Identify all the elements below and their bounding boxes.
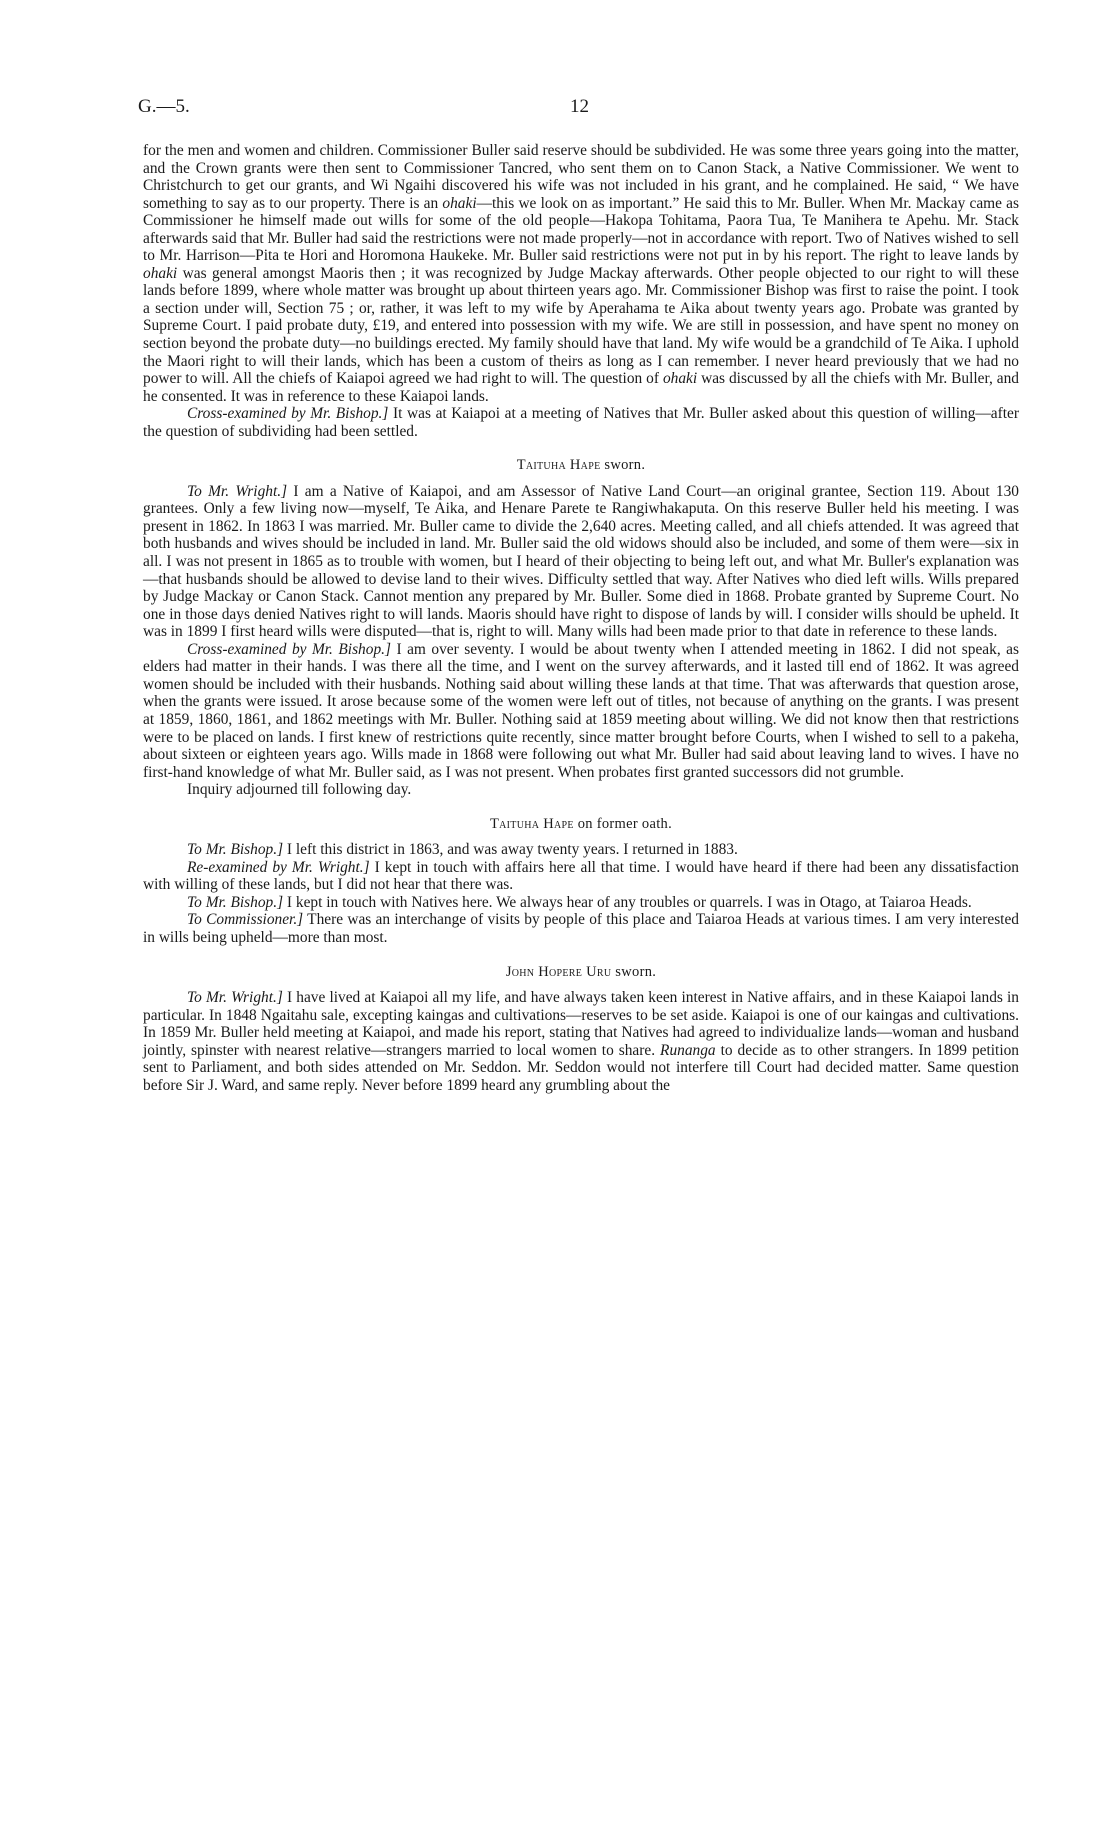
- paragraph: Re-examined by Mr. Wright.] I kept in touch with affairs here all that time. I would have heard if there had been any dissatisfaction with willing of these lands, but I did not hear that there was.: [143, 858, 1019, 894]
- section-heading: John Hopere Uru sworn.: [505, 963, 657, 980]
- page-reference: G.—5.: [138, 96, 190, 117]
- paragraph: To Mr. Wright.] I am a Native of Kaiapoi, and am Assessor of Native Land Court—an original grantee, Section 119. About 130 grantees. Only a few living now—myself, Te Aika, and Henare Parete te Rangiwhakaputa. On this reserve Buller held his meeting. I was present in 1862. In 1863 I was married. Mr. Buller came to divide the 2,640 acres. Meeting called, and all chiefs attended. It was agreed that both husbands and wives should be included in land. Mr. Buller said the old widows should also be included, and some of them were—six in all. I was not present in 1865 as to trouble with women, but I heard of their objecting to being left out, and what Mr. Buller's explanation was—that husbands should be allowed to devise land to their wives. Difficulty settled that way. After Natives who died left wills. Wills prepared by Judge Mackay or Canon Stack. Cannot mention any prepared by Mr. Buller. Some died in 1868. Probate granted by Supreme Court. No one in those days denied Natives right to will lands. Maoris should have right to dispose of lands by will. I consider wills should be upheld. It was in 1899 I first heard wills were disputed—that is, right to will. Many wills had been made prior to that date in reference to these lands.: [143, 482, 1019, 641]
- section-heading: Taituha Hape on former oath.: [490, 815, 672, 832]
- paragraph: To Mr. Wright.] I have lived at Kaiapoi all my life, and have always taken keen interest in Native affairs, and in these Kaiapoi lands in particular. In 1848 Ngaitahu sale, excepting kaingas and cultivations—reserves to be set aside. Kaiapoi is one of our kaingas and cultivations. In 1859 Mr. Buller held meeting at Kaiapoi, and made his report, stating that Natives had agreed to individualize lands—woman and husband jointly, spinster with nearest relative—strangers married to local women to share. Runanga to decide as to other strangers. In 1899 petition sent to Parliament, and both sides attended on Mr. Seddon. Mr. Seddon would not interfere till Court had decided matter. Same question before Sir J. Ward, and same reply. Never before 1899 heard any grumbling about the: [143, 989, 1019, 1094]
- section-heading: Taituha Hape sworn.: [516, 457, 646, 474]
- body-text: [143, 142, 1019, 1094]
- paragraph: Cross-examined by Mr. Bishop.] I am over seventy. I would be about twenty when I attended meeting in 1862. I did not speak, as elders had matter in their hands. I was there all the time, and I went on the survey afterwards, and it lasted till end of 1862. It was agreed women should be included with their husbands. Nothing said about willing these lands at that time. That was afterwards that question arose, when the grants were issued. It arose because some of the women were left out of titles, not because of anything on the grants. I was present at 1859, 1860, 1861, and 1862 meetings with Mr. Buller. Nothing said at 1859 meeting about willing. We did not know then that restrictions were to be placed on lands. I first knew of restrictions quite recently, since matter brought before Courts, when I wished to sell to a pakeha, about sixteen or eighteen years ago. Wills made in 1868 were following out what Mr. Buller had said about leaving land to wives. I have no first-hand knowledge of what Mr. Buller said, as I was not present. When probates first granted successors did not grumble.: [143, 640, 1019, 781]
- paragraph: To Mr. Bishop.] I kept in touch with Natives here. We always hear of any troubles or quarrels. I was in Otago, at Taiaroa Heads.: [187, 893, 972, 911]
- paragraph: To Commissioner.] There was an interchange of visits by people of this place and Taiaroa Heads at various times. I am very interested in wills being upheld—more than most.: [143, 911, 1019, 946]
- paragraph: Inquiry adjourned till following day.: [187, 781, 412, 799]
- paragraph: Cross-examined by Mr. Bishop.] It was at Kaiapoi at a meeting of Natives that Mr. Buller asked about this question of willing—after the question of subdividing had been settled.: [143, 405, 1019, 440]
- page-number: 12: [570, 96, 589, 117]
- paragraph: for the men and women and children. Commissioner Buller said reserve should be subdivided. He was some three years going into the matter, and the Crown grants were then sent to Commissioner Tancred, who sent them on to Canon Stack, a Native Commissioner. We went to Christchurch to get our grants, and Wi Ngaihi discovered his wife was not included in his grant, and he complained. He said, “ We have something to say as to our property. There is an ohaki—this we look on as important.” He said this to Mr. Buller. When Mr. Mackay came as Commissioner he himself made out wills for some of the old people—Hakopa Tohitama, Paora Tua, Te Manihera te Apehu. Mr. Stack afterwards said that Mr. Buller had said the restrictions were not made properly—not in accordance with report. Two of Natives wished to sell to Mr. Harrison—Pita te Hori and Horomona Haukeke. Mr. Buller said restrictions were not put in by his report. The right to leave lands by ohaki was general amongst Maoris then ; it was recognized by Judge Mackay afterwards. Other people objected to our right to will these lands before 1899, where whole matter was brought up about thirteen years ago. Mr. Commissioner Bishop was first to raise the point. I took a section under will, Section 75 ; or, rather, it was left to my wife by Aperahama te Aika about twenty years ago. Probate was granted by Supreme Court. I paid probate duty, £19, and entered into possession with my wife. We are still in possession, and have spent no money on section beyond the probate duty—no buildings erected. My family should have that land. My wife would be a grandchild of Te Aika. I uphold the Maori right to will their lands, which has been a custom of theirs as long as I can remember. I never heard previously that we had no power to will. All the chiefs of Kaiapoi agreed we had right to will. The question of ohaki was discussed by all the chiefs with Mr. Buller, and he consented. It was in reference to these Kaiapoi lands.: [143, 142, 1019, 405]
- paragraph: To Mr. Bishop.] I left this district in 1863, and was away twenty years. I returned in 1883.: [187, 841, 738, 859]
